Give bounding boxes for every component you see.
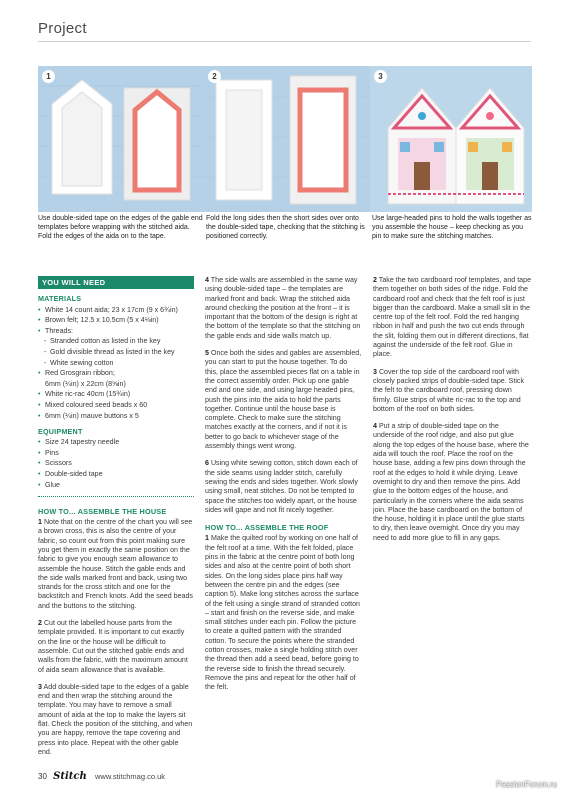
column-3	[373, 276, 531, 551]
roof-step-4: 4 Put a strip of double-sided tape on the underside of the roof ridge, and also put glue along the top edges of the house base, where the aida will touch the roof. Place the roof on the house base, adding a few pins down through the roof at the edges to hold it while drying. Leave overnight to dry and then remove the pins. Add glue to the bottom edges of the house, and particularly in the corners where the aida seams join. Place the base cardboard on the bottom of the house, holding it in place until the glue starts to dry, then leave overnight. Once dry you may need to add more glue to fill in any gaps.	[373, 422, 529, 542]
page-footer	[38, 771, 165, 782]
step-badge-1: 1	[42, 70, 55, 83]
photo-step-2	[204, 66, 370, 212]
roof-step-1: 1 Make the quilted roof by working on one half of the felt roof at a time. With the felt folded, place pins in the fabric at the centre point of both long sides and also at the centre point of both short sides. On the long sides place pins half way between the centre pin and the edges (see caption 5). Make long stitches across the surface of the felt using a single strand of stranded cotton – start and finish on the reverse side, and make small stitches under each pin. Follow the picture to create a quilted pattern with the stranded cotton. To secure the points where the stranded cotton crosses, make a single holding stitch over the thread then add a seed bead, before going to the reverse side to finish the thread securely. Remove the pins and repeat for the other half of the felt.	[205, 534, 360, 692]
you-will-need-heading: YOU WILL NEED	[38, 276, 194, 289]
section-label: Project	[38, 20, 87, 37]
list-item: • Glue	[38, 481, 194, 490]
house-step-5: 5 Once both the sides and gables are assembled, you can start to put the house together. To do this, place the assembled pieces flat on a table in the correct assembly order. Pick up one gable end and one side, and using large headed pins, push the pins into the aida to hold the parts together. Continue until the house base is complete. Check to make sure the stitching matches exactly at the corners, and if not it is better to go back to whichever stage of the assembly things went wrong.	[205, 349, 362, 451]
photo-caption-2: Fold the long sides then the short sides over onto the double-sided tape, checking that the stitching is positioned correctly.	[206, 215, 365, 240]
list-item: 6mm (¼in) x 22cm (8⅝in)	[45, 379, 126, 388]
header-divider	[38, 41, 531, 42]
watermark: PassionForum.ru	[496, 780, 557, 789]
list-item: • Brown felt; 12.5 x 10.5cm (5 x 4⅛in)	[38, 316, 194, 325]
column-1	[38, 276, 194, 765]
roof-step-3: 3 Cover the top side of the cardboard roof with closely packed strips of double-sided tape. Stick the felt to the cardboard roof, pressing down firmly. Glue strips of white ric-rac to the top and bottom of the roof on both sides.	[373, 367, 525, 413]
list-item: • 6mm (¼in) mauve buttons x 5	[38, 412, 194, 421]
equipment-list	[38, 438, 194, 490]
list-item: - Gold divisible thread as listed in the key	[38, 348, 194, 357]
dotted-divider	[38, 496, 194, 497]
materials-heading: MATERIALS	[38, 294, 82, 304]
equipment-heading: EQUIPMENT	[38, 426, 83, 436]
list-item: • Red Grosgrain ribbon;	[38, 369, 194, 378]
list-item: • White 14 count aida; 23 x 17cm (9 x 6¾in)	[38, 306, 194, 315]
step-badge-2: 2	[208, 70, 221, 83]
page-number: 30	[38, 772, 47, 781]
photo-step-3	[370, 66, 532, 212]
assemble-roof-heading: HOW TO... ASSEMBLE THE ROOF	[205, 523, 329, 533]
assemble-house-heading: HOW TO... ASSEMBLE THE HOUSE	[38, 506, 167, 516]
list-item: • Size 24 tapestry needle	[38, 438, 194, 447]
house-step-4: 4 The side walls are assembled in the same way using double-sided tape – the templates are marked front and back. Wrap the stitched aida around checking the position at the front – it is important that the bottom of the design is right at the bottom of the template so that the stitching on the gable ends and side walls match up.	[205, 276, 361, 340]
list-item: • Double-sided tape	[38, 470, 194, 479]
list-item: • Pins	[38, 449, 194, 458]
photo-caption-3: Use large-headed pins to hold the walls together as you assemble the house – keep checking as you pin to make sure the stitching matches.	[372, 215, 532, 240]
photo-2-illustration	[204, 66, 370, 212]
photo-step-1	[38, 66, 204, 212]
list-item: - White sewing cotton	[38, 359, 194, 368]
photo-1-illustration	[38, 66, 204, 212]
materials-list	[38, 306, 194, 421]
step-badge-3: 3	[374, 70, 387, 83]
list-item: • Threads:	[38, 327, 194, 336]
list-item: - Stranded cotton as listed in the key	[38, 337, 194, 346]
photo-3-illustration	[370, 66, 532, 212]
list-item: • White ric-rac 40cm (15¾in)	[38, 390, 194, 399]
photo-caption-1: Use double-sided tape on the edges of the gable end templates before wrapping with the stitched aida. Fold the edges of the aida on to the tape.	[38, 215, 203, 240]
house-step-3: 3 Add double-sided tape to the edges of a gable end and then wrap the stitching around the template. You may have to remove a small amount of aida at the top to make the layers sit flat. Check the position of the stitching, and when you are happy, remove the tape covering and press into place. Repeat with the other gable end.	[38, 682, 193, 756]
column-2	[205, 276, 362, 700]
magazine-url: www.stitchmag.co.uk	[95, 772, 166, 781]
house-step-6: 6 Using white sewing cotton, stitch down each of the side seams using ladder stitch, carefully sewing the ends and sides together. Work slowly using small, neat stitches. Do not be tempted to space the stitches too widely apart, or the house sides will gape and not fit nicely together.	[205, 459, 358, 514]
list-item: • Scissors	[38, 459, 194, 468]
house-step-2: 2 Cut out the labelled house parts from the template provided. It is important to cut exactly on the line or the house will be difficult to assemble. Cut out the stitched gable ends and walls from the fabric, with the maximum amount of aida seam allowance that is available.	[38, 619, 188, 674]
roof-step-2: 2 Take the two cardboard roof templates, and tape them together on both sides of the ridge. Fold the cardboard roof and check that the felt roof is just bigger than the cardboard. Make a small slit in the centre top of the felt roof. Fold the red hanging ribbon in half and push the two cut ends through the slit, folding them out in different directions, flat against the underside of the felt roof. Glue in place.	[373, 276, 532, 359]
magazine-brand: Stitch	[53, 771, 87, 782]
list-item: • Mixed coloured seed beads x 60	[38, 401, 194, 410]
house-step-1: 1 Note that on the centre of the chart you will see a brown cross, this is also the centre of your fabric, so count out from this point making sure you get them in exactly the same position on the fabric to give you enough seam allowance to assemble the house. Stitch the gable ends and the side walls marked front and back, using two strands for the cross stitch and one for the backstitch and French knots. Add the seed beads and the buttons to the stitching.	[38, 518, 193, 610]
